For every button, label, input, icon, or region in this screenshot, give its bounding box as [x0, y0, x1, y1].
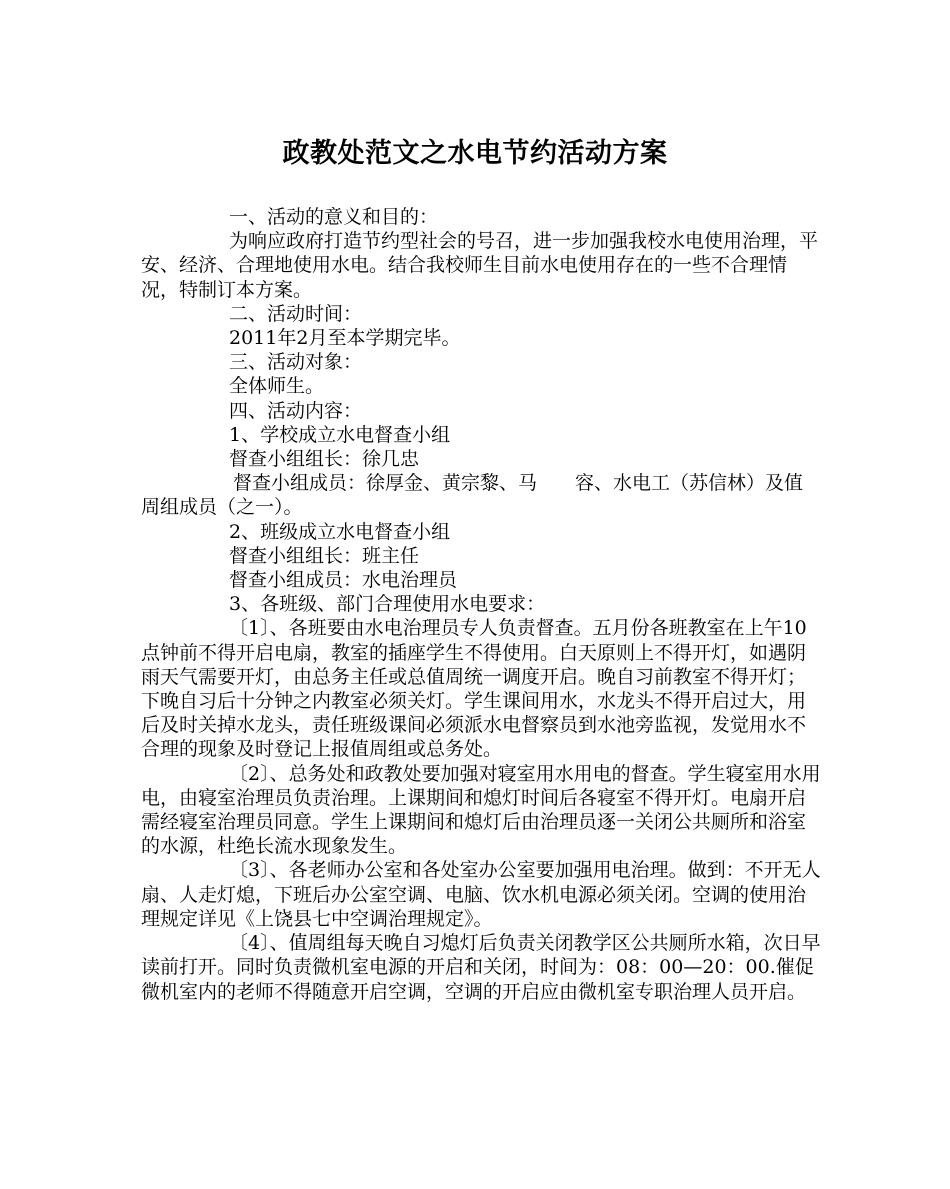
requirement-2: 〔2〕、总务处和政教处要加强对寝室用水用电的督查。学生寝室用水用电，由寝室治理员负责治理。上课期间和熄灯时间后各寝室不得开灯。电扇开启需经寝室治理员同意。学生上课期间和熄灯后由治理员逐一关闭公共厕所和浴室的水源，杜绝长流水现象发生。	[141, 762, 821, 858]
requirement-1: 〔1〕、各班要由水电治理员专人负责督查。五月份各班教室在上午10点钟前不得开启电扇，教室的插座学生不得使用。白天原则上不得开灯，如遇阴雨天气需要开灯，由总务主任或总值周统一调度开启。晚自习前教室不得开灯；下晚自习后十分钟之内教室必须关灯。学生课间用水，水龙头不得开启过大，用后及时关掉水龙头，责任班级课间必须派水电督察员到水池旁监视，发觉用水不合理的现象及时登记上报值周组或总务处。	[141, 617, 807, 761]
section-heading-target: 三、活动对象：	[229, 351, 363, 374]
section-heading-purpose: 一、活动的意义和目的：	[229, 206, 439, 228]
paragraph-purpose: 为响应政府打造节约型社会的号召，进一步加强我校水电使用治理，平安、经济、合理地使用水电。结合我校师生目前水电使用存在的一些不合理情况，特制订本方案。	[141, 230, 819, 301]
class-group-leader: 督查小组组长：班主任	[229, 544, 420, 567]
school-group-leader: 督查小组组长：徐几忠	[229, 448, 420, 471]
school-group-members: 督查小组成员：徐厚金、黄宗黎、马 容、水电工（苏信林）及值周组成员（之一）。	[141, 472, 804, 519]
subsection-requirements: 3、各班级、部门合理使用水电要求：	[229, 593, 546, 616]
class-group-members: 督查小组成员：水电治理员	[229, 569, 458, 592]
section-heading-content: 四、活动内容：	[229, 399, 363, 422]
subsection-school-group: 1、学校成立水电督查小组	[229, 423, 451, 446]
subsection-class-group: 2、班级成立水电督查小组	[229, 520, 451, 543]
document-body	[141, 205, 821, 1004]
document-title: 政教处范文之水电节约活动方案	[282, 138, 668, 169]
section-heading-time: 二、活动时间：	[229, 302, 363, 325]
requirement-3: 〔3〕、各老师办公室和各处室办公室要加强用电治理。做到：不开无人扇、人走灯熄，下班后办公室空调、电脑、饮水机电源必须关闭。空调的使用治理规定详见《上饶县七中空调治理规定》。	[141, 859, 821, 930]
requirement-4: 〔4〕、值周组每天晚自习熄灯后负责关闭教学区公共厕所水箱，次日早读前打开。同时负责微机室电源的开启和关闭，时间为：08：00—20：00.催促微机室内的老师不得随意开启空调，空调的开启应由微机室专职治理人员开启。	[141, 932, 821, 1003]
paragraph-target: 全体师生。	[229, 375, 325, 398]
paragraph-time: 2011年2月至本学期完毕。	[229, 327, 461, 350]
